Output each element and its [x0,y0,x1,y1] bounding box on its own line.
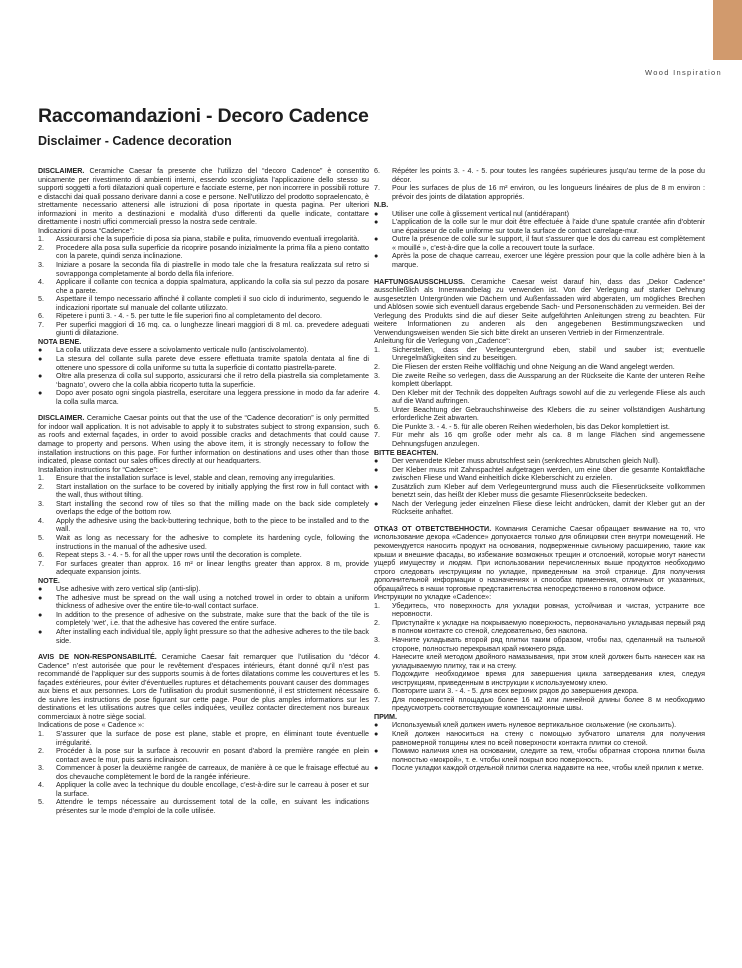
note-text: Outre la présence de colle sur le support, il faut s’assurer que le dos du carreau est complètement « mouillé », c’est-à-dire que la colle a recouvert toute la surface. [392,235,705,252]
note-item [374,747,705,764]
note-text: Nach der Verlegung jeder einzelnen Fliese diese leicht andrücken, damit der Kleber gut an der Rückseite anhaftet. [392,499,705,517]
step-item [374,423,705,432]
note-item [38,346,369,355]
disclaimer-paragraph [374,525,705,593]
instructions-title: Инструкции по укладке «Cadence»: [374,593,492,602]
step-text: Ensure that the installation surface is level, stable and clean, removing any irregularities. [56,474,336,483]
step-item [38,730,369,747]
step-text: Aspettare il tempo necessario affinché il collante completi il suo ciclo di indurimento, seguendo le indicazioni riportate sul manuale del collante utilizzato. [56,295,369,312]
bullet-icon: ● [374,482,379,491]
step-number: 4. [38,278,44,287]
step-text: Für mehr als 16 qm große oder mehr als ca. 8 m lange Flächen sind angemessene Dehnungsfugen anzulegen. [392,431,705,448]
disclaimer-text: Ceramiche Caesar fait remarquer que l’utilisation du “décor Cadence” n’est autorisée que pour le revêtement d’espaces intérieurs, étant donné qu’il n’est pas recommandé de l’appliquer sur des supports soumis à de fortes dilatations comme les couvertures et les façades extérieures, pour éviter d’éventuelles ruptures et détachements pouvant causer des dommages aux biens et aux personnes. Lors de l’utilisation du produit susmentionné, il est strictement nécessaire de suivre les instructions de pose figurant sur cette page. Pour de plus amples informations sur les destinations et les utilisations autres que celles indiquées, veuillez contacter directement nos bureaux commerciaux à notre siège social. [38,653,369,721]
step-number: 2. [374,618,380,627]
note-item [374,235,705,252]
note-item [38,372,369,389]
step-item [374,346,705,363]
step-number: 1. [38,235,44,244]
step-text: Приступайте к укладке на покрываемую поверхность, первоначально укладывая первый ряд в полном контакте со стеной, следовательно, без наклона. [392,618,705,636]
section-en [38,414,369,645]
step-text: Per superfici maggiori di 16 mq. ca. o lunghezze lineari maggiori di 8 ml. ca. prevedere adeguati giunti di dilatazione. [56,320,369,338]
step-text: Répéter les points 3. - 4. - 5. pour toutes les rangées supérieures jusqu’au terme de la pose du décor. [392,167,705,184]
note-item [374,730,705,747]
step-text: Die Fliesen der ersten Reihe vollflächig und ohne Neigung an die Wand angelegt werden. [392,363,675,372]
bullet-icon: ● [38,627,43,636]
note-text: Der verwendete Kleber muss abrutschfest sein (senkrechtes Abrutschen gleich Null). [392,457,660,466]
step-text: Нанесите клей методом двойного намазывания, при этом клей должен быть нанесен как на укладываемую плитку, так и на стену. [392,653,705,670]
step-item [38,560,369,577]
step-text: Attendre le temps nécessaire au durcissement total de la colle, en suivant les indications présentes sur le mode d’emploi de la colle utilisée. [56,798,369,815]
section-fr [38,653,369,815]
step-number: 7. [374,695,380,704]
note-item [374,218,705,235]
disclaimer-text: Ceramiche Caesar weist darauf hin, dass das „Dekor Cadence“ ausschließlich als Innenwandbelag zu verwenden ist. Von der Verlegung auf starker Dehnung ausgesetzten Untergründen wie Dächern und Außenfassaden wird abgeraten, um mögliches Brechen und Ablösen sowie sich eventuell daraus ergebende Sach- und Personenschäden zu vermeiden. Bei der Verlegung des Produkts sind die auf dieser Seite aufgeführten Anleitungen streng zu beachten. Für weitere Informationen zu anderen als den angegebenen Bestimmungszwecken und Verwendungsweisen wenden Sie sich bitte direkt an unseren Vertrieb in der Firmenzentrale. [374,277,706,337]
step-item [374,687,705,696]
step-number: 5. [38,295,44,304]
step-item [374,167,705,184]
step-text: For surfaces greater than approx. 16 m² or linear lengths greater than approx. 8 m, provide adequate expansion joints. [56,559,369,577]
notes-list [374,721,705,772]
notes-list [38,585,369,645]
step-text: S’assurer que la surface de pose est plane, stable et propre, en éliminant toute éventuelle irrégularité. [56,730,369,747]
disclaimer-text: Ceramiche Caesar fa presente che l’utilizzo del “decoro Cadence” è consentito unicamente per rivestimento di ambienti interni, essendo sconsigliata l’applicazione dello stesso su supporti soggetti a forti dilatazioni quali coperture e facciate esterne, per non incorrere in possibili rotture e distacchi dai quali possano derivare danni a cose e persone. Nell’utilizzo del prodotto sopraelencato, è strettamente necessario attenersi alle istruzioni di posa riportate in questa pagina. Per ulteriori informazioni in merito a destinazioni e modalità d’uso differenti da quelle indicate, contattare direttamente i nostri uffici commerciali presso la nostra sede centrale. [38,167,370,227]
step-item [38,517,369,534]
bullet-icon: ● [374,235,379,244]
step-number: 1. [374,345,380,354]
step-text: Die Punkte 3. - 4. - 5. für alle oberen Reihen wiederholen, bis das Dekor komplettiert ist. [392,422,670,431]
note-text: Zusätzlich zum Kleber auf dem Verlegeuntergrund muss auch die Fliesenrückseite vollkommen benetzt sein, das heißt der Kleber muss die gesamte Fliesenrückseite bedecken. [392,482,705,500]
bullet-icon: ● [374,721,379,730]
step-number: 3. [374,371,380,380]
step-number: 7. [38,320,44,329]
step-number: 2. [38,482,44,491]
bullet-icon: ● [38,585,43,594]
step-number: 3. [374,635,380,644]
instructions-title: Installation instructions for “Cadence”: [38,465,158,474]
step-number: 4. [38,781,44,790]
step-text: Procéder à la pose sur la surface à recouvrir en posant d’abord la première rangée en plein contact avec le mur, puis sans inclinaison. [56,747,369,764]
step-text: Die zweite Reihe so verlegen, dass die Aussparung an der Rückseite die Kante der unteren Reihe komplett überlappt. [392,371,705,389]
note-title: NOTA BENE. [38,337,82,346]
bullet-icon: ● [38,355,43,364]
step-number: 2. [38,747,44,756]
instructions-title: Anleitung für die Verlegung von „Cadence“: [374,337,511,346]
step-item [38,312,369,321]
section-fr-continued [374,167,705,270]
step-number: 3. [38,499,44,508]
disclaimer-label: ОТКАЗ ОТ ОТВЕТСТВЕННОСТИ. [374,524,492,533]
bullet-icon: ● [374,252,379,261]
step-text: Repeat steps 3. - 4. - 5. for all the upper rows until the decoration is complete. [56,551,302,560]
step-number: 7. [374,184,380,193]
step-item [374,372,705,389]
corner-accent-tab [713,0,742,60]
bullet-icon: ● [38,610,43,619]
step-item [38,551,369,560]
disclaimer-label: AVIS DE NON-RESPONSABILITÉ. [38,653,157,662]
step-text: Wait as long as necessary for the adhesive to complete its hardening cycle, following the instructions in the manual of the adhesive used. [56,533,369,551]
note-item [374,721,705,730]
step-text: Pour les surfaces de plus de 16 m² environ, ou les longueurs linéaires de plus de 8 m environ : prévoir des joints de dilatation appropriés. [392,184,705,201]
bullet-icon: ● [374,209,379,218]
bullet-icon: ● [38,389,43,398]
step-item [38,764,369,781]
steps-list [38,730,369,815]
disclaimer-paragraph [374,278,705,338]
steps-list [374,167,705,201]
note-item [374,483,705,500]
bullet-icon: ● [374,764,379,773]
page-title: Raccomandazioni - Decoro Cadence [38,105,369,127]
instructions-title: Indicazioni di posa “Cadence”: [38,226,135,235]
step-text: Start installation on the surface to be covered by initially applying the first row in full contact with the wall, thus without tilting. [56,482,369,500]
step-number: 6. [38,312,44,321]
step-item [38,798,369,815]
step-item [38,500,369,517]
step-item [374,431,705,448]
note-text: After installing each individual tile, apply light pressure so that the adhesive adheres to the tile back side. [56,627,369,645]
step-number: 1. [38,474,44,483]
step-item [374,363,705,372]
note-text: La colla utilizzata deve essere a scivolamento verticale nullo (antiscivolamento). [56,346,309,355]
disclaimer-paragraph [38,653,369,721]
step-text: Ripetere i punti 3. - 4. - 5. per tutte le file superiori fino al completamento del decoro. [56,312,322,321]
step-text: Appliquer la colle avec la technique du double encollage, c’est-à-dire sur le carreau à poser et sur la surface. [56,781,369,798]
step-item [374,670,705,687]
step-text: Procedere alla posa sulla superficie da ricoprire posando inizialmente la prima fila a pieno contatto con la parete, quindi senza inclinazione. [56,243,369,261]
bullet-icon: ● [38,346,43,355]
note-text: Помимо наличия клея на основании, следите за тем, чтобы обратная сторона плитки была полностью «мокрой», т. е. чтобы клей покрыл всю поверхность. [392,747,705,764]
step-item [38,261,369,278]
step-text: Для поверхностей площадью более 16 м2 или линейной длины более 8 м необходимо предусмотреть соответствующие компенсационные швы. [392,695,705,713]
note-item [374,500,705,517]
step-text: Убедитесь, что поверхность для укладки ровная, устойчивая и чистая, устраните все неровности. [392,601,705,619]
steps-list [38,474,369,577]
step-text: Повторите шаги 3. - 4. - 5. для всех верхних рядов до завершения декора. [392,687,639,696]
step-number: 5. [38,798,44,807]
note-title: ПРИМ. [374,712,397,721]
step-number: 4. [38,516,44,525]
disclaimer-paragraph [38,414,369,465]
note-text: L’application de la colle sur le mur doit être effectuée à l’aide d’une spatule crantée afin d’obtenir une épaisseur de colle uniforme sur toute la surface de contact carrelage-mur. [392,218,705,235]
step-item [38,235,369,244]
step-text: Iniziare a posare la seconda fila di piastrelle in modo tale che la fresatura realizzata sul retro si sovrapponga completamente al bordo della fila inferiore. [56,261,369,278]
note-text: Oltre alla presenza di colla sul supporto, assicurarsi che il retro della piastrella sia completamente ‘bagnato’, ovvero che la colla abbia ricoperto tutta la superficie. [56,372,369,389]
step-number: 2. [374,363,380,372]
step-text: Apply the adhesive using the back-buttering technique, both to the piece to be installed and to the wall. [56,516,369,534]
note-text: Utiliser une colle à glissement vertical nul (antidérapant) [392,209,570,218]
step-item [38,781,369,798]
note-text: The adhesive must be spread on the wall using a notched trowel in order to obtain a uniform thickness of adhesive over the entire tile-to-wall contact surface. [56,593,369,611]
notes-list [38,346,369,406]
bullet-icon: ● [374,730,379,738]
step-item [38,244,369,261]
notes-list [374,457,705,517]
disclaimer-paragraph [38,167,369,227]
disclaimer-label: DISCLAIMER. [38,414,85,423]
step-number: 4. [374,653,380,662]
step-item [38,534,369,551]
step-item [38,295,369,312]
note-text: Der Kleber muss mit Zahnspachtel aufgetragen werden, um eine über die gesamte Kontaktfläche zwischen Fliese und Wand einheitlich dicke Kleberschicht zu erzielen. [392,465,705,483]
steps-list [38,235,369,338]
note-item [38,355,369,372]
note-text: Après la pose de chaque carreau, exercer une légère pression pour que la colle adhère bien à la marque. [392,252,705,270]
note-item [374,210,705,219]
step-number: 6. [374,422,380,431]
step-number: 5. [38,533,44,542]
brand-label: Wood Inspiration [645,68,722,77]
disclaimer-text: Компания Ceramiche Caesar обращает внимание на то, что использование декора «Cadence» допускается только для облицовки стен внутри помещений. Не рекомендуется наносить продукт на основания, подверженные сильному расширению, такие как крыши и внешние фасады, во избежание возможных трещин и отслоений, которые могут нанести ущерб имуществу и людям. При использовании перечисленных выше продуктов необходимо строго следовать инструкциям по укладке, приведенным на этой странице. Для получения дополнительной информации о назначениях и способах применения, отличных от указанных, обращайтесь в наши торговые представительства непосредственно в головном офисе. [374,524,706,593]
note-item [38,594,369,611]
note-item [38,628,369,645]
step-item [38,747,369,764]
step-number: 6. [374,687,380,696]
step-number: 3. [38,261,44,270]
bullet-icon: ● [374,465,379,474]
instructions-title: Indications de pose « Cadence »: [38,721,144,730]
step-text: Start installing the second row of tiles so that the milling made on the back side completely overlaps the edge of the bottom row. [56,499,369,517]
note-title: BITTE BEACHTEN. [374,448,439,457]
note-item [374,252,705,269]
steps-list [374,346,705,449]
section-de [374,278,705,517]
step-item [374,696,705,713]
step-text: Unter Beachtung der Gebrauchshinweise des Klebers die zu seiner vollständigen Aushärtung erforderliche Zeit abwarten. [392,405,705,423]
bullet-icon: ● [374,457,379,466]
step-number: 2. [38,243,44,252]
step-text: Assicurarsi che la superficie di posa sia piana, stabile e pulita, rimuovendo eventuali irregolarità. [56,235,360,244]
step-item [374,406,705,423]
step-number: 4. [374,388,380,397]
step-item [38,321,369,338]
step-number: 7. [374,431,380,440]
step-text: Подождите необходимое время для завершения цикла затвердевания клея, следуя инструкциям, приведенным в инструкции к используемому клею. [392,670,705,687]
section-it [38,167,369,406]
bullet-icon: ● [38,372,43,381]
step-item [374,619,705,636]
disclaimer-text: Ceramiche Caesar points out that the use of the “Cadence decoration” is only permitted for indoor wall application. It is not advisable to apply it to substrates subject to strong expansion, such as roofs and external façades, in order to avoid possible cracks and detachments that could cause damage to property and persons. When using the above item, it is strongly necessary to follow the installation instructions on this page. For further information on destinations and uses other than those indicated, please contact our sales offices directly at our headquarters. [38,414,369,466]
step-text: Sicherstellen, dass der Verlegeuntergrund eben, stabil und sauber ist; eventuelle Unregelmäßigkeiten sind zu beseitigen. [392,345,705,363]
note-item [374,457,705,466]
note-item [374,466,705,483]
step-number: 5. [374,405,380,414]
step-item [38,278,369,295]
step-item [38,474,369,483]
step-item [374,636,705,653]
step-item [374,653,705,670]
step-number: 3. [38,764,44,773]
note-item [38,611,369,628]
disclaimer-label: DISCLAIMER. [38,167,85,175]
notes-list [374,210,705,270]
step-item [38,483,369,500]
note-title: NOTE. [38,576,60,585]
step-text: Den Kleber mit der Technik des doppelten Auftrags sowohl auf die zu verlegende Fliese als auch auf die Wand auftringen. [392,388,705,406]
bullet-icon: ● [374,218,379,227]
note-text: После укладки каждой отдельной плитки слегка надавите на нее, чтобы клей прилип к метке. [392,764,704,773]
step-text: Commencer à poser la deuxième rangée de carreaux, de manière à ce que le fraisage effectué au dos chevauche complètement le bord de la rangée inférieure. [56,764,369,781]
disclaimer-label: HAFTUNGSAUSSCHLUSS. [374,277,465,286]
step-number: 1. [38,730,44,738]
note-text: Dopo aver posato ogni singola piastrella, esercitare una leggera pressione in modo da far aderire la colla sulla marca. [56,389,369,406]
step-item [374,184,705,201]
note-item [38,585,369,594]
page-subtitle: Disclaimer - Cadence decoration [38,134,232,148]
step-text: Начните укладывать второй ряд плитки таким образом, чтобы паз, сделанный на тыльной стороне, полностью перекрывал край нижнего ряда. [392,635,705,653]
left-column [38,167,369,815]
step-number: 1. [374,601,380,610]
note-item [374,764,705,773]
note-text: Use adhesive with zero vertical slip (anti-slip). [56,585,201,594]
section-ru [374,525,705,773]
note-title: N.B. [374,201,389,210]
bullet-icon: ● [374,747,379,756]
step-number: 6. [374,167,380,175]
note-text: Клей должен наноситься на стену с помощью зубчатого шпателя для получения равномерной толщины клея по всей поверхности контакта плитки со стеной. [392,730,705,747]
steps-list [374,602,705,713]
note-text: La stesura del collante sulla parete deve essere effettuata tramite spatola dentata al fine di ottenere uno spessore di colla uniforme su tutta la superficie di contatto piastrella-parete. [56,355,369,372]
step-number: 7. [38,559,44,568]
right-column [374,167,705,773]
bullet-icon: ● [374,499,379,508]
step-text: Applicare il collante con tecnica a doppia spalmatura, applicando la colla sia sul pezzo da posare che a parete. [56,278,369,295]
bullet-icon: ● [38,593,43,602]
step-item [374,389,705,406]
note-text: Используемый клей должен иметь нулевое вертикальное скольжение (не скользить). [392,721,677,730]
step-number: 5. [374,670,380,679]
step-item [374,602,705,619]
note-item [38,389,369,406]
step-number: 6. [38,551,44,560]
note-text: In addition to the presence of adhesive on the substrate, make sure that the back of the tile is completely ‘wet’, i.e. that the adhesive has covered the entire surface. [56,610,369,628]
